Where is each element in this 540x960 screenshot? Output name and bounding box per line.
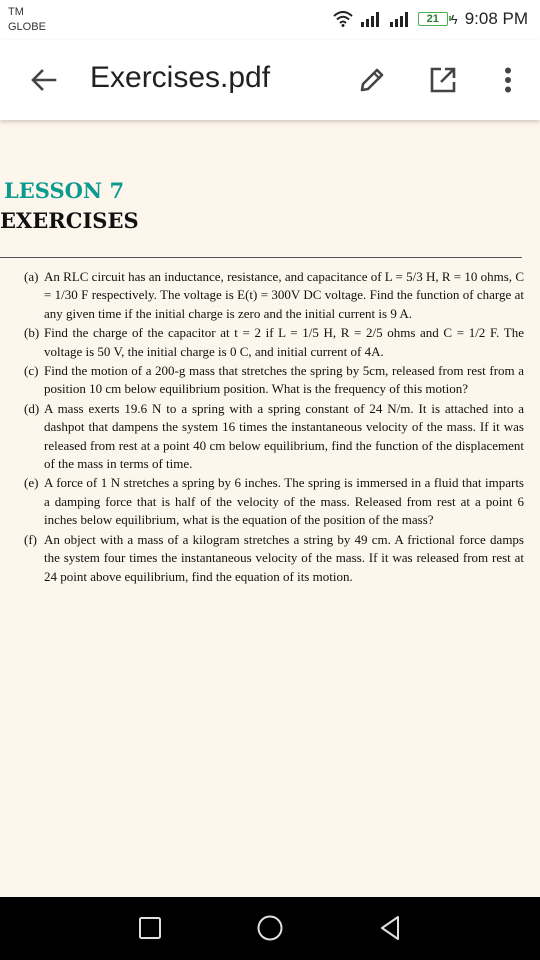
carrier-label: [8, 5, 46, 35]
battery-icon: [418, 12, 448, 26]
more-options-button[interactable]: [490, 62, 526, 98]
exercise-list: [24, 268, 524, 587]
exercise-text: An object with a mass of a kilogram stretches a string by 49 cm. A frictional force damps the system four times the instantaneous velocity of the mass. If it was released from rest at 24 point above equilibrium, find the equation of its motion.: [44, 531, 524, 584]
open-in-new-icon: [429, 66, 457, 94]
back-arrow-icon: [31, 69, 57, 91]
signal-icon: [360, 11, 382, 27]
battery-level: 21: [426, 12, 439, 25]
status-icons: [333, 6, 528, 32]
nav-back-button[interactable]: [372, 910, 408, 946]
carrier-line-2: GLOBE: [8, 21, 46, 33]
exercise-label: (a): [24, 269, 39, 284]
back-triangle-icon: [378, 915, 402, 941]
exercise-item: [24, 474, 524, 529]
edit-button[interactable]: [354, 62, 390, 98]
exercise-label: (b): [24, 325, 40, 341]
pencil-icon: [358, 66, 386, 94]
exercise-text: Find the charge of the capacitor at t = 2 if L = 1/5 H, R = 2/5 ohms and C = 1/2 F. The voltage is 50 V, the initial charge is 0 C, and initial current of 4A.: [44, 325, 524, 359]
recents-button[interactable]: [132, 910, 168, 946]
app-bar: [0, 40, 540, 120]
wifi-icon: [333, 11, 353, 27]
home-circle-icon: [256, 914, 284, 942]
charging-bolt-icon: ϟ: [450, 11, 458, 27]
exercise-item: [24, 362, 524, 399]
system-nav-bar: [0, 897, 540, 960]
exercise-text: A mass exerts 19.6 N to a spring with a spring constant of 24 N/m. It is attached into a dashpot that dampens the system 16 times the instantaneous velocity of the mass. If it was released from rest at a point 40 cm below equilibrium, find the function of the displacement of the mass in terms of time.: [44, 400, 524, 472]
document-title: Exercises.pdf: [90, 61, 271, 94]
exercise-item: [24, 324, 524, 361]
exercise-text: A force of 1 N stretches a spring by 6 inches. The spring is immersed in a fluid that imparts a damping force that is half of the velocity of the mass. Released from rest at a point 6 inches below equilibrium, what is the equation of the position of the mass?: [44, 475, 524, 528]
status-bar: [0, 0, 540, 40]
divider: [0, 257, 522, 258]
lesson-title: LESSON 7: [4, 178, 125, 203]
open-with-button[interactable]: [425, 62, 461, 98]
carrier-line-1: TM: [8, 6, 24, 18]
back-button[interactable]: [26, 62, 62, 98]
exercise-item: [24, 268, 524, 323]
pdf-page[interactable]: [0, 120, 540, 897]
exercise-item: [24, 531, 524, 586]
more-vert-icon: [504, 67, 512, 93]
section-title: EXERCISES: [0, 208, 139, 233]
exercise-label: (d): [24, 400, 40, 416]
exercise-label: (e): [24, 475, 39, 491]
clock: 9:08 PM: [464, 9, 528, 28]
recents-square-icon: [138, 916, 162, 940]
home-button[interactable]: [252, 910, 288, 946]
exercise-text: Find the motion of a 200-g mass that stretches the spring by 5cm, released from rest from a position 10 cm below equilibrium position. What is the frequency of this motion?: [44, 363, 524, 397]
exercise-label: (c): [24, 363, 39, 379]
exercise-label: (f): [24, 531, 37, 547]
exercise-text: An RLC circuit has an inductance, resistance, and capacitance of L = 5/3 H, R = 10 ohms, C = 1/30 F respectively. The voltage is E(t) = 300V DC voltage. Find the function of charge at any given time if the initial charge is zero and the initial current is 9 A.: [44, 269, 524, 321]
exercise-item: [24, 400, 524, 474]
signal-icon-2: [389, 11, 411, 27]
